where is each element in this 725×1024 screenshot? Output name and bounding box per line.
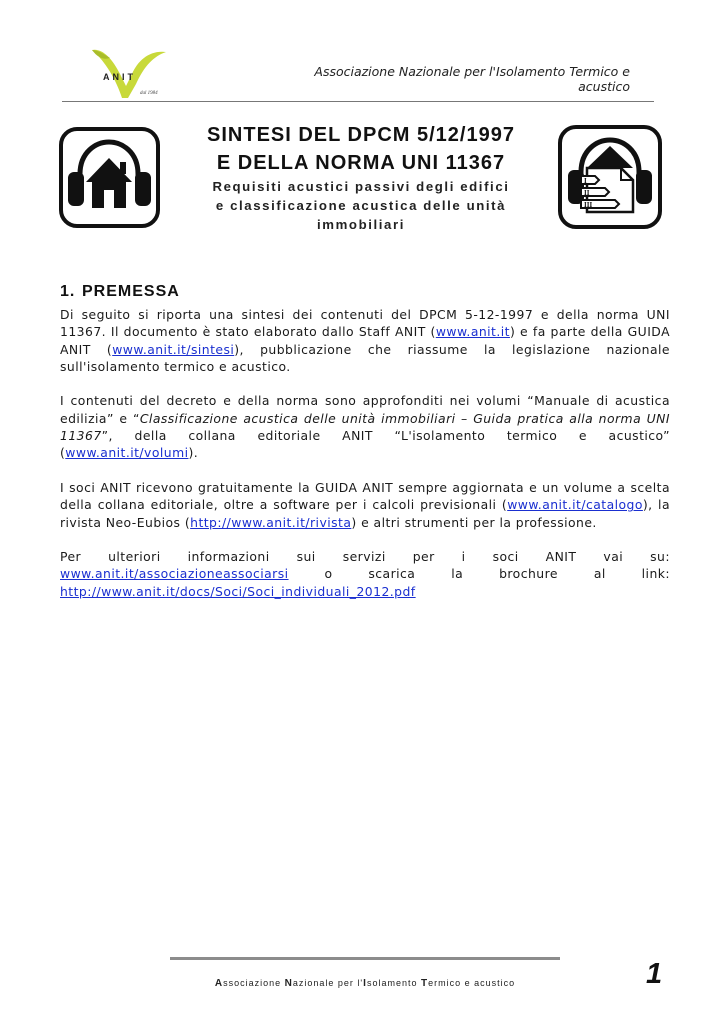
title-line-2: E DELLA NORMA UNI 11367 bbox=[216, 152, 506, 174]
link-anit-catalogo[interactable]: www.anit.it/catalogo bbox=[507, 497, 643, 513]
paragraph-3 bbox=[60, 479, 670, 531]
link-anit-home[interactable]: www.anit.it bbox=[435, 324, 510, 340]
footer-text-2: azionale per l' bbox=[292, 978, 364, 988]
footer-divider bbox=[170, 957, 560, 960]
paragraph-4 bbox=[60, 548, 670, 600]
class-label-2: II bbox=[584, 189, 590, 197]
anit-logo bbox=[88, 44, 172, 100]
link-anit-sintesi[interactable]: www.anit.it/sintesi bbox=[112, 341, 235, 357]
p1-text-c: ), pubblicazione che riassume la legislazione nazionale sull'isolamento termico e acustico. bbox=[60, 341, 670, 374]
link-anit-associarsi[interactable]: www.anit.it/associazioneassociarsi bbox=[60, 566, 289, 582]
header-association: Associazione Nazionale per l'Isolamento Termico e acustico bbox=[314, 64, 630, 94]
p2-italic-title: Classificazione acustica delle unità immobiliari – Guida pratica alla norma UNI 11367 bbox=[60, 410, 670, 444]
footer-association bbox=[160, 978, 570, 989]
house-headphones-icon bbox=[58, 126, 161, 229]
logo-text: ANIT bbox=[103, 72, 136, 82]
p2-text-c: ). bbox=[188, 445, 199, 461]
footer-initial-i: I bbox=[363, 978, 367, 989]
p1-text-a: Di seguito si riporta una sintesi dei contenuti del DPCM 5-12-1997 e della norma UNI 11367. Il documento è stato elaborato dallo Staff ANIT ( bbox=[60, 307, 670, 340]
footer-text-4: ermico e acustico bbox=[428, 978, 516, 988]
section-title: PREMESSA bbox=[82, 283, 180, 300]
p3-text-c: ) e altri strumenti per la professione. bbox=[351, 514, 597, 530]
class-label-1: I bbox=[584, 177, 587, 185]
link-anit-rivista[interactable]: http://www.anit.it/rivista bbox=[190, 514, 352, 530]
subtitle-line-3: immobiliari bbox=[317, 217, 405, 232]
class-label-3: III bbox=[584, 201, 593, 209]
p2-text-a: I contenuti del decreto e della norma sono approfonditi nei volumi “Manuale di acustica edilizia” e “ bbox=[60, 393, 670, 426]
subtitle-line-1: Requisiti acustici passivi degli edifici bbox=[212, 179, 510, 194]
link-anit-volumi[interactable]: www.anit.it/volumi bbox=[65, 445, 189, 461]
p2-text-b: ”, della collana editoriale ANIT “L'isolamento termico e acustico” ( bbox=[60, 428, 670, 461]
title-line-1: SINTESI DEL DPCM 5/12/1997 bbox=[207, 124, 515, 146]
footer-initial-n: N bbox=[284, 978, 293, 989]
section-heading bbox=[60, 283, 180, 301]
footer-initial-t: T bbox=[420, 978, 429, 989]
link-soci-brochure-pdf[interactable]: http://www.anit.it/docs/Soci/Soci_individuali_2012.pdf bbox=[60, 583, 416, 599]
header-divider bbox=[62, 101, 654, 102]
p3-text-a: I soci ANIT ricevono gratuitamente la GUIDA ANIT sempre aggiornata e un volume a scelta della collana editoriale, oltre a software per i calcoli previsionali ( bbox=[60, 479, 670, 513]
paragraph-1 bbox=[60, 306, 670, 375]
footer-text-1: ssociazione bbox=[223, 978, 285, 988]
document-title-block bbox=[186, 121, 536, 234]
p4-text-b: o scarica la brochure al link: bbox=[288, 566, 670, 582]
subtitle-line-2: e classificazione acustica delle unità bbox=[215, 198, 507, 213]
page-number: 1 bbox=[646, 958, 663, 990]
footer-initial-a: A bbox=[214, 978, 224, 989]
paragraph-2 bbox=[60, 392, 670, 461]
p3-text-b: ), la rivista Neo-Eubios ( bbox=[60, 497, 670, 530]
p1-text-b: ) e fa parte della GUIDA ANIT ( bbox=[60, 324, 671, 357]
logo-tagline: dal 1984 bbox=[140, 91, 158, 96]
footer-text-3: solamento bbox=[366, 978, 421, 988]
section-body bbox=[60, 306, 670, 617]
p4-text-a: Per ulteriori informazioni sui servizi per i soci ANIT vai su: bbox=[60, 549, 670, 565]
document-classes-headphones-icon bbox=[557, 124, 660, 227]
section-number: 1. bbox=[60, 283, 76, 300]
